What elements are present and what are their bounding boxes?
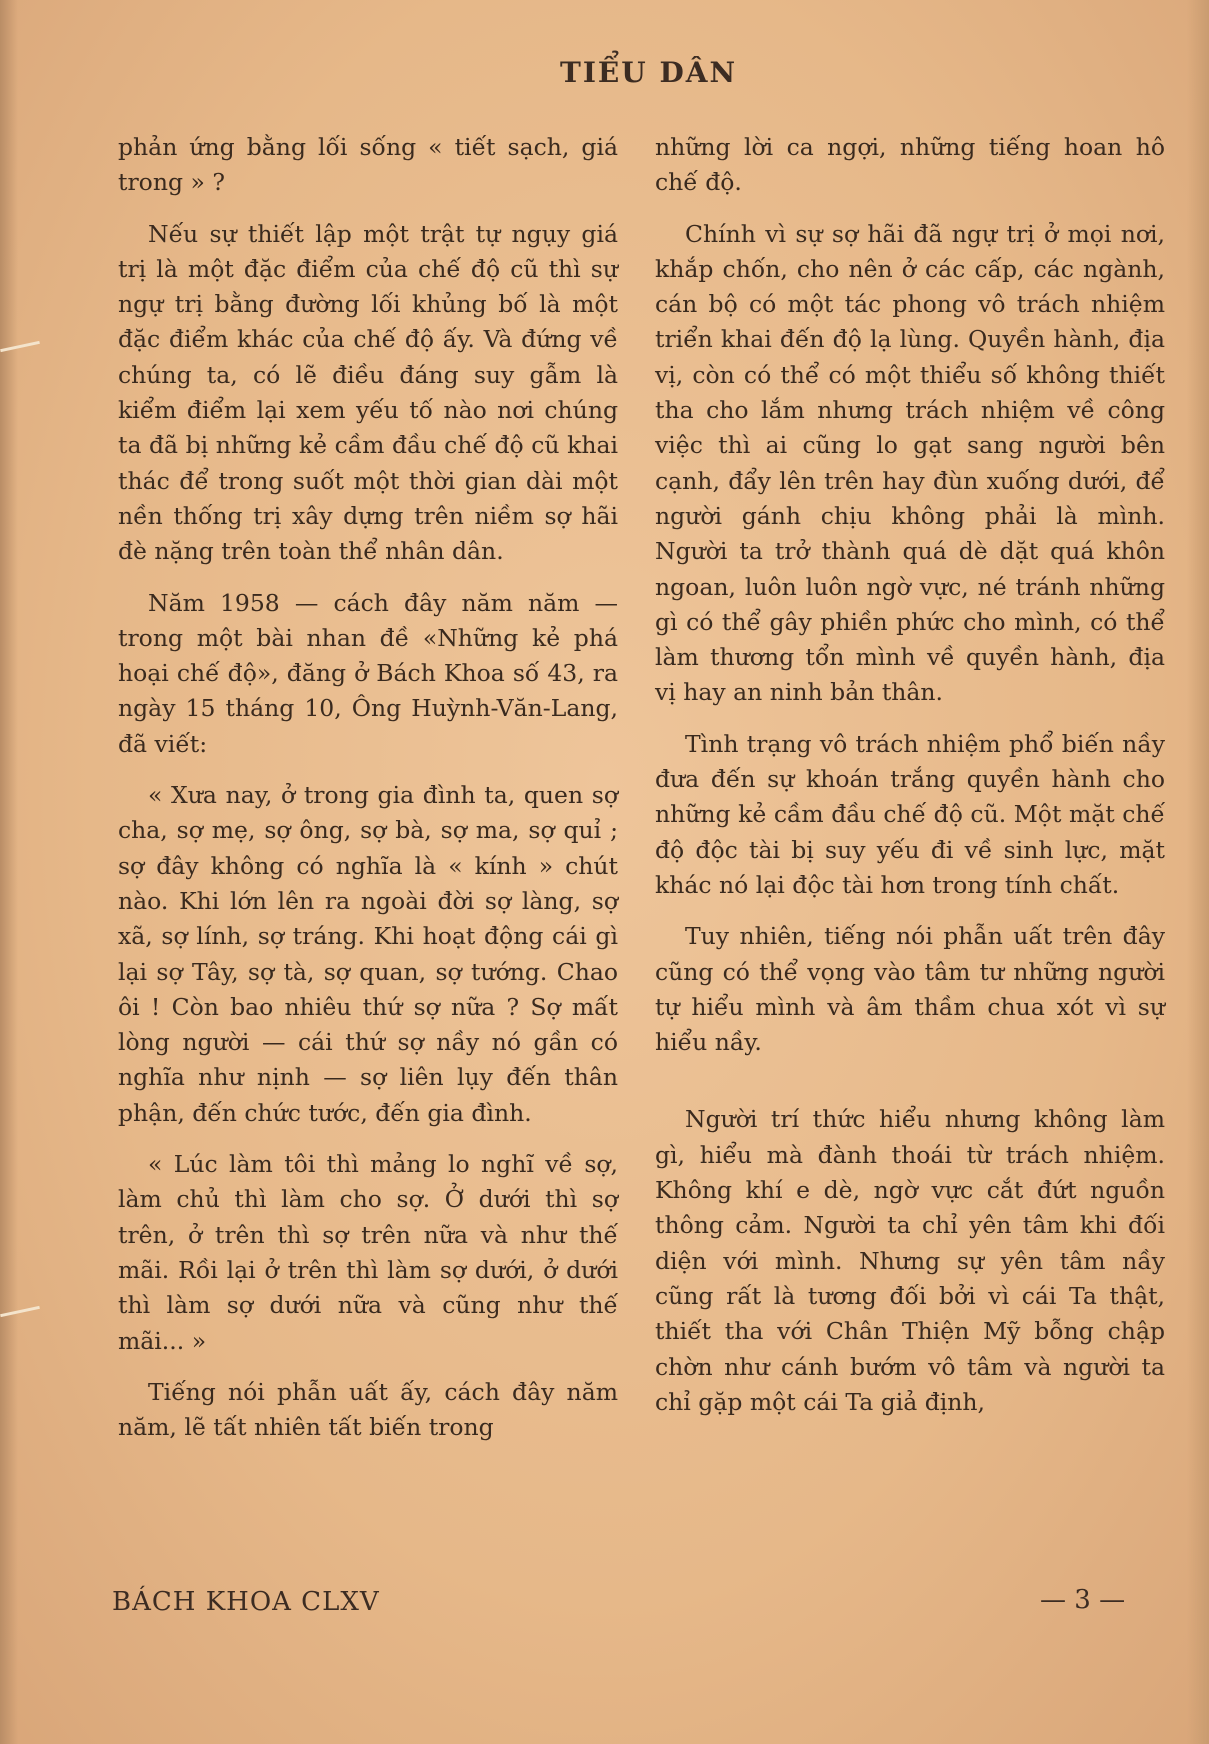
paragraph: Tiếng nói phẫn uất ấy, cách đây năm năm, lẽ tất nhiên tất biến trong (118, 1377, 618, 1442)
paragraph: Tuy nhiên, tiếng nói phẫn uất trên đây cũng có thể vọng vào tâm tư những người tự hiểu mình và âm thầm chua xót vì sự hiểu nầy. (655, 922, 1165, 1057)
paragraph: Chính vì sự sợ hãi đã ngự trị ở mọi nơi, khắp chốn, cho nên ở các cấp, các ngành, cán bộ có một tác phong vô trách nhiệm triển khai đến độ lạ lùng. Quyền hành, địa vị, còn có thể có một thiểu số không thiết tha cho lắm nhưng trách nhiệm về công việc thì ai cũng lo gạt sang người bên cạnh, đẩy lên trên hay đùn xuống dưới, để người gánh chịu không phải là mình. Người ta trở thành quá dè dặt quá khôn ngoan, luôn luôn ngờ vực, né tránh những gì có thể gây phiền phức cho mình, có thể làm thương tổn mình về quyền hành, địa vị hay an ninh bản thân. (655, 219, 1165, 707)
paragraph: Tình trạng vô trách nhiệm phổ biến nầy đưa đến sự khoán trắng quyền hành cho những kẻ cầm đầu chế độ cũ. Một mặt chế độ độc tài bị suy yếu đi về sinh lực, mặt khác nó lại độc tài hơn trong tính chất. (655, 729, 1165, 899)
publication-footer: BÁCH KHOA CLXV (112, 1587, 380, 1617)
page-edge-shadow-left (0, 0, 18, 1744)
right-column (655, 130, 1165, 1436)
page-number: — 3 — (1040, 1585, 1126, 1615)
page-edge-shadow-right (1187, 0, 1209, 1744)
paragraph: những lời ca ngợi, những tiếng hoan hô chế độ. (655, 133, 1165, 197)
quote-paragraph: « Xưa nay, ở trong gia đình ta, quen sợ cha, sợ mẹ, sợ ông, sợ bà, sợ ma, sợ quỉ ; sợ đây không có nghĩa là « kính » chút nào. Khi lớn lên ra ngoài đời sợ làng, sợ xã, sợ lính, sợ tráng. Khi hoạt động cái gì lại sợ Tây, sợ tà, sợ quan, sợ tướng. Chao ôi ! Còn bao nhiêu thứ sợ nữa ? Sợ mất lòng người — cái thứ sợ nầy nó gần có nghĩa như nịnh — sợ liên lụy đến thân phận, đến chức tước, đến gia đình. (118, 781, 618, 1127)
paragraph: phản ứng bằng lối sống « tiết sạch, giá trong » ? (118, 133, 618, 197)
quote-paragraph: « Lúc làm tôi thì mảng lo nghĩ về sợ, làm chủ thì làm cho sợ. Ở dưới thì sợ trên, ở trên thì sợ trên nữa và như thế mãi. Rồi lại ở trên thì làm sợ dưới, ở dưới thì làm sợ dưới nữa và cũng như thế mãi... » (118, 1150, 618, 1355)
running-title: TIỂU DÂN (560, 56, 738, 89)
paragraph: Nếu sự thiết lập một trật tự ngụy giá trị là một đặc điểm của chế độ cũ thì sự ngự trị bằng đường lối khủng bố là một đặc điểm khác của chế độ ấy. Và đứng về chúng ta, có lẽ điều đáng suy gẫm là kiểm điểm lại xem yếu tố nào nơi chúng ta đã bị những kẻ cầm đầu chế độ cũ khai thác để trong suốt một thời gian dài một nền thống trị xây dựng trên niềm sợ hãi đè nặng trên toàn thể nhân dân. (118, 219, 618, 566)
paragraph: Năm 1958 — cách đây năm năm — trong một bài nhan đề «Những kẻ phá hoại chế độ», đăng ở Bách Khoa số 43, ra ngày 15 tháng 10, Ông Huỳnh-Văn-Lang, đã viết: (118, 588, 618, 758)
paragraph: Người trí thức hiểu nhưng không làm gì, hiểu mà đành thoái từ trách nhiệm. Không khí e dè, ngờ vực cắt đứt nguồn thông cảm. Người ta chỉ yên tâm khi đối diện với mình. Nhưng sự yên tâm nầy cũng rất là tương đối bởi vì cái Ta thật, thiết tha với Chân Thiện Mỹ bỗng chập chờn như cánh bướm vô tâm và người ta chỉ gặp một cái Ta giả định, (655, 1105, 1165, 1416)
left-column (118, 130, 618, 1461)
